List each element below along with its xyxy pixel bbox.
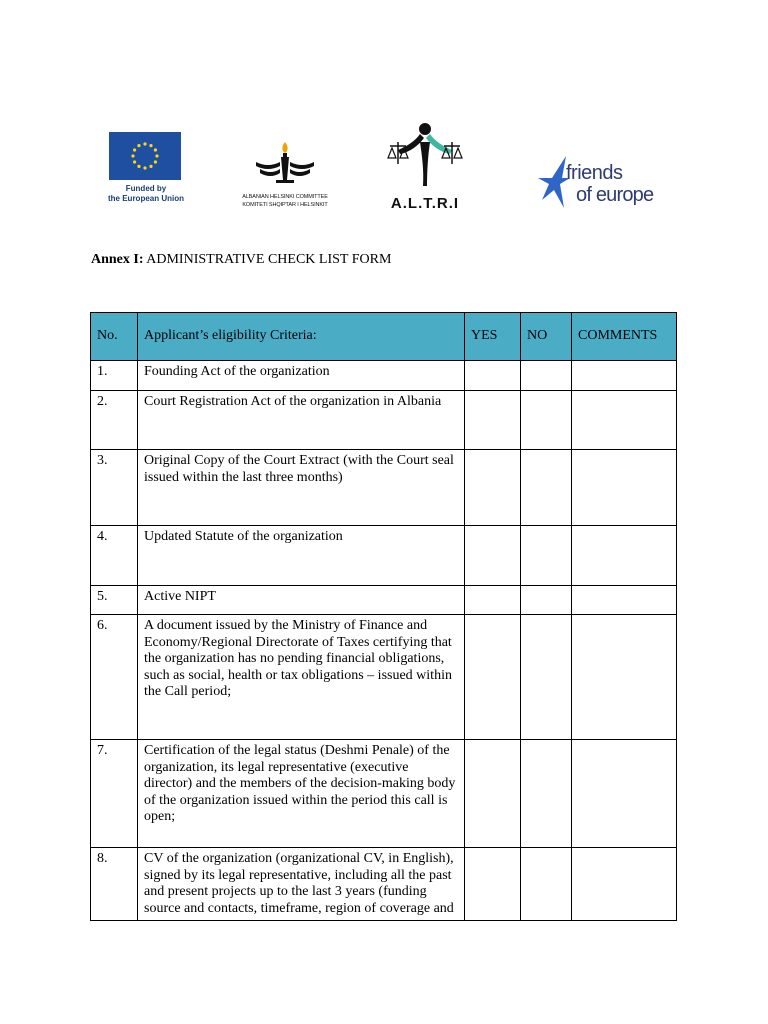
table-row [91, 586, 677, 615]
altri-caption: A.L.T.R.I [390, 195, 460, 212]
comments-cell[interactable] [572, 391, 677, 450]
row-criterion: Updated Statute of the organization [138, 526, 465, 586]
eligibility-checklist-table [90, 312, 677, 921]
comments-cell[interactable] [572, 615, 677, 740]
friends-of-europe-logo [536, 154, 666, 214]
logo-strip [0, 0, 768, 230]
row-criterion: Court Registration Act of the organization in Albania [138, 391, 465, 450]
table-row [91, 740, 677, 848]
header-comments: COMMENTS [572, 313, 677, 361]
comments-cell[interactable] [572, 740, 677, 848]
altri-logo [384, 120, 466, 212]
yes-cell[interactable] [465, 740, 521, 848]
header-no: No. [91, 313, 138, 361]
table-row [91, 848, 677, 921]
row-number: 4. [91, 526, 138, 586]
row-number: 8. [91, 848, 138, 921]
torch-emblem-icon [250, 140, 320, 186]
yes-cell[interactable] [465, 450, 521, 526]
yes-cell[interactable] [465, 391, 521, 450]
yes-cell[interactable] [465, 586, 521, 615]
eu-caption-line1: Funded by [125, 184, 167, 193]
eu-flag-icon [109, 132, 181, 180]
comments-cell[interactable] [572, 848, 677, 921]
title-prefix: Annex I: [91, 252, 144, 267]
page-title [91, 252, 391, 268]
table-row [91, 450, 677, 526]
table-row [91, 391, 677, 450]
no-cell[interactable] [521, 615, 572, 740]
header-yes: YES [465, 313, 521, 361]
row-criterion: Original Copy of the Court Extract (with the Court seal issued within the last three months) [138, 450, 465, 526]
row-criterion: A document issued by the Ministry of Finance and Economy/Regional Directorate of Taxes certifying that the organization has no pending financial obligations, such as social, health or tax obligations – issued within the Call period; [138, 615, 465, 740]
row-criterion: Active NIPT [138, 586, 465, 615]
no-cell[interactable] [521, 526, 572, 586]
header-no-answer: NO [521, 313, 572, 361]
row-number: 3. [91, 450, 138, 526]
comments-cell[interactable] [572, 586, 677, 615]
table-row [91, 526, 677, 586]
no-cell[interactable] [521, 391, 572, 450]
yes-cell[interactable] [465, 361, 521, 391]
comments-cell[interactable] [572, 526, 677, 586]
ahc-caption-line2: KOMITETI SHQIPTAR I HELSINKIT [242, 202, 328, 208]
table-row [91, 361, 677, 391]
no-cell[interactable] [521, 586, 572, 615]
row-number: 6. [91, 615, 138, 740]
row-number: 2. [91, 391, 138, 450]
row-number: 5. [91, 586, 138, 615]
row-criterion: Certification of the legal status (Deshmi Penale) of the organization, its legal representative (executive director) and the members of the decision-making body of the organization issued within the period this call is open; [138, 740, 465, 848]
no-cell[interactable] [521, 361, 572, 391]
ahc-caption-line1: ALBANIAN HELSINKI COMMITTEE [242, 194, 328, 200]
comments-cell[interactable] [572, 450, 677, 526]
yes-cell[interactable] [465, 526, 521, 586]
row-number: 1. [91, 361, 138, 391]
no-cell[interactable] [521, 740, 572, 848]
no-cell[interactable] [521, 450, 572, 526]
row-criterion: Founding Act of the organization [138, 361, 465, 391]
header-criteria: Applicant’s eligibility Criteria: [138, 313, 465, 361]
ahc-logo [240, 140, 330, 209]
yes-cell[interactable] [465, 848, 521, 921]
eu-funding-logo [104, 132, 188, 204]
table-header-row [91, 313, 677, 361]
row-number: 7. [91, 740, 138, 848]
yes-cell[interactable] [465, 615, 521, 740]
eu-caption-line2: the European Union [108, 194, 184, 203]
table-row [91, 615, 677, 740]
foe-line1: friends [566, 162, 623, 184]
no-cell[interactable] [521, 848, 572, 921]
row-criterion: CV of the organization (organizational CV, in English), signed by its legal representative, including all the past and present projects up to the last 3 years (funding source and contacts, timeframe, region of coverage and [138, 848, 465, 921]
title-text: ADMINISTRATIVE CHECK LIST FORM [146, 252, 392, 267]
comments-cell[interactable] [572, 361, 677, 391]
foe-line2: of europe [576, 184, 654, 206]
justice-figure-icon [384, 120, 466, 188]
